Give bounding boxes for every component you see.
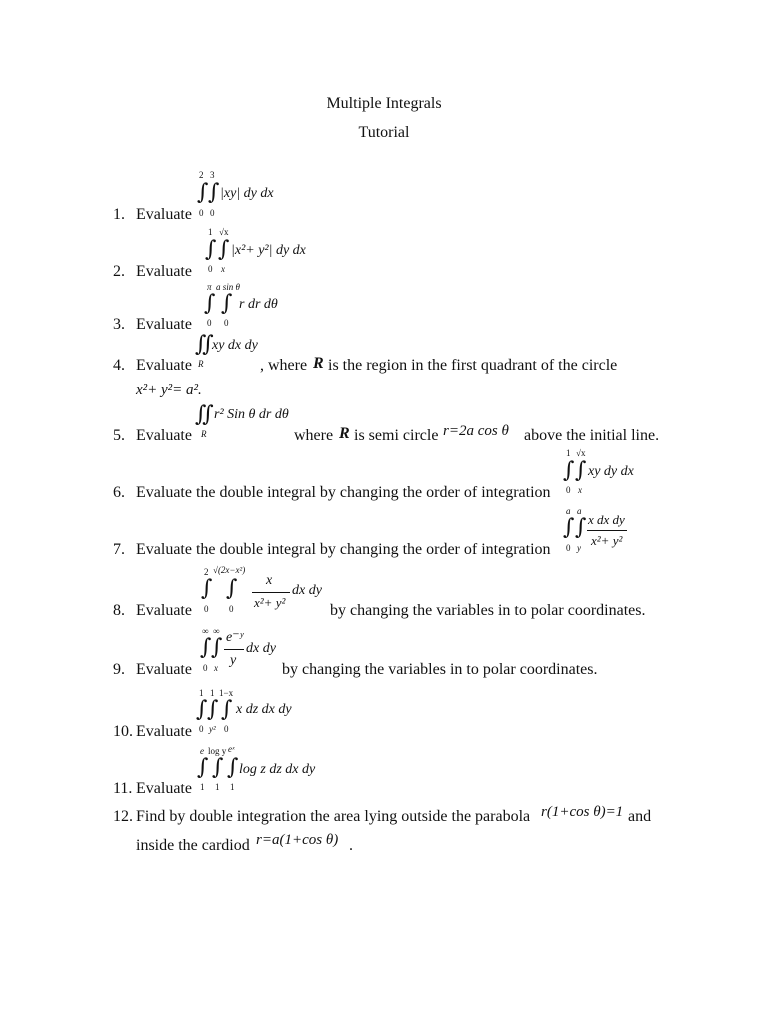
item-number-4: 4. xyxy=(113,357,125,374)
q5-where-text: where xyxy=(294,427,334,444)
fraction-line xyxy=(252,592,290,593)
integral-sign-icon: ∫ xyxy=(197,180,209,205)
item-number-12: 12. xyxy=(113,808,133,825)
item-number-7: 7. xyxy=(113,541,125,558)
fraction-line xyxy=(587,530,627,531)
q6-upper-1: 1 xyxy=(566,448,571,458)
q7-denominator: x²+ y² xyxy=(591,533,623,548)
q3-lower-1: 0 xyxy=(207,318,212,328)
page-title: Multiple Integrals xyxy=(326,95,442,112)
integral-sign-icon: ∫ xyxy=(205,237,217,262)
item-number-3: 3. xyxy=(113,316,125,333)
integral-sign-icon: ∫ xyxy=(218,237,230,262)
double-integral-icon: ∬ xyxy=(195,402,214,427)
q4-integrand: xy dx dy xyxy=(212,338,258,353)
q10-lower-1: 0 xyxy=(199,724,204,734)
q2-lower-2: x xyxy=(221,264,225,274)
q9-lower-1: 0 xyxy=(203,663,208,673)
item-number-10: 10. xyxy=(113,723,133,740)
q8-upper-1: 2 xyxy=(204,567,209,577)
q2-lower-1: 0 xyxy=(208,264,213,274)
q9-denominator: y xyxy=(230,653,237,668)
integral-sign-icon: ∫ xyxy=(575,458,587,483)
integral-sign-icon: ∫ xyxy=(221,697,233,722)
q3-upper-1: π xyxy=(207,282,212,292)
q10-integrand: x dz dx dy xyxy=(236,702,292,717)
q7-lower-2: y xyxy=(577,543,581,553)
q12-parabola-equation: r(1+cos θ)=1 xyxy=(541,804,624,820)
q10-lower-2: y² xyxy=(209,724,216,734)
q2-upper-2: √x xyxy=(219,227,229,237)
integral-sign-icon: ∫ xyxy=(204,291,216,316)
q7-text: Evaluate the double integral by changing the order of integration xyxy=(136,541,551,558)
integral-sign-icon: ∫ xyxy=(221,291,233,316)
q8-instruction: by changing the variables in to polar coordinates. xyxy=(330,602,646,619)
q9-instruction: by changing the variables in to polar coordinates. xyxy=(282,661,598,678)
q9-differentials: dx dy xyxy=(246,641,276,656)
q1-lower-2: 0 xyxy=(210,208,215,218)
q8-upper-2: √(2x−x²) xyxy=(213,565,246,575)
item-number-6: 6. xyxy=(113,484,125,501)
integral-sign-icon: ∫ xyxy=(211,635,223,660)
evaluate-label-1: Evaluate xyxy=(136,206,192,223)
q8-numerator: x xyxy=(266,573,273,588)
q9-numerator: e⁻ʸ xyxy=(226,630,244,645)
q6-upper-2: √x xyxy=(576,448,586,458)
fraction-line xyxy=(224,649,244,650)
item-number-9: 9. xyxy=(113,661,125,678)
q6-integrand: xy dy dx xyxy=(588,464,634,479)
q10-lower-3: 0 xyxy=(224,724,229,734)
integral-sign-icon: ∫ xyxy=(226,576,238,601)
evaluate-label-5: Evaluate xyxy=(136,427,192,444)
evaluate-label-3: Evaluate xyxy=(136,316,192,333)
q2-upper-1: 1 xyxy=(208,227,213,237)
item-number-8: 8. xyxy=(113,602,125,619)
q3-lower-2: 0 xyxy=(224,318,229,328)
integral-sign-icon: ∫ xyxy=(200,635,212,660)
q11-integrand: log z dz dx dy xyxy=(239,762,316,777)
q4-description: is the region in the first quadrant of the circle xyxy=(328,357,618,374)
q1-upper-1: 2 xyxy=(199,170,204,180)
evaluate-label-9: Evaluate xyxy=(136,661,192,678)
integral-sign-icon: ∫ xyxy=(197,755,209,780)
q1-upper-2: 3 xyxy=(210,170,215,180)
integral-sign-icon: ∫ xyxy=(207,697,219,722)
q10-upper-3: 1−x xyxy=(219,688,234,698)
q11-lower-3: 1 xyxy=(230,782,235,792)
q1-integrand: |xy| dy dx xyxy=(220,186,274,201)
q1-lower-1: 0 xyxy=(199,208,204,218)
q12-period: . xyxy=(349,837,353,854)
integral-sign-icon: ∫ xyxy=(563,515,575,540)
integral-sign-icon: ∫ xyxy=(563,458,575,483)
q3-integrand: r dr dθ xyxy=(239,297,278,312)
q7-lower-1: 0 xyxy=(566,543,571,553)
q7-numerator: x dx dy xyxy=(588,512,625,527)
q7-upper-1: a xyxy=(566,506,571,516)
q12-and-text: and xyxy=(628,808,652,825)
q8-lower-2: 0 xyxy=(229,604,234,614)
integral-sign-icon: ∫ xyxy=(201,576,213,601)
evaluate-label-4: Evaluate xyxy=(136,357,192,374)
q12-text-line1: Find by double integration the area lying outside the parabola xyxy=(136,808,531,825)
q8-lower-1: 0 xyxy=(204,604,209,614)
evaluate-label-2: Evaluate xyxy=(136,263,192,280)
q6-lower-1: 0 xyxy=(566,485,571,495)
q3-upper-2: a sin θ xyxy=(216,282,240,292)
q10-upper-2: 1 xyxy=(210,688,215,698)
integral-sign-icon: ∫ xyxy=(196,697,208,722)
q9-lower-2: x xyxy=(214,663,218,673)
q11-upper-2: log y xyxy=(208,746,227,756)
q6-text: Evaluate the double integral by changing the order of integration xyxy=(136,484,551,501)
q4-circle-equation: x²+ y²= a². xyxy=(136,382,202,398)
integral-sign-icon: ∫ xyxy=(575,515,587,540)
q11-upper-3: eˣ xyxy=(228,744,235,754)
q6-lower-2: x xyxy=(578,485,582,495)
q4-region-symbol: R xyxy=(313,355,324,372)
q5-description-end: above the initial line. xyxy=(524,427,660,444)
item-number-5: 5. xyxy=(113,427,125,444)
q10-upper-1: 1 xyxy=(199,688,204,698)
item-number-11: 11. xyxy=(113,780,133,797)
q11-lower-2: 1 xyxy=(215,782,220,792)
q4-region-label: R xyxy=(198,359,204,369)
q9-upper-2: ∞ xyxy=(213,626,220,636)
q9-upper-1: ∞ xyxy=(202,626,209,636)
evaluate-label-8: Evaluate xyxy=(136,602,192,619)
evaluate-label-11: Evaluate xyxy=(136,780,192,797)
q5-description: is semi circle xyxy=(354,427,439,444)
integral-sign-icon: ∫ xyxy=(208,180,220,205)
integral-sign-icon: ∫ xyxy=(227,755,239,780)
evaluate-label-10: Evaluate xyxy=(136,723,192,740)
q11-lower-1: 1 xyxy=(200,782,205,792)
page-subtitle: Tutorial xyxy=(358,124,410,141)
q5-integrand: r² Sin θ dr dθ xyxy=(214,407,289,422)
q5-semicircle-equation: r=2a cos θ xyxy=(443,423,509,439)
q2-integrand: |x²+ y²| dy dx xyxy=(231,243,306,258)
item-number-1: 1. xyxy=(113,206,125,223)
q12-cardioid-equation: r=a(1+cos θ) xyxy=(256,832,339,848)
q12-text-line2: inside the cardiod xyxy=(136,837,250,854)
double-integral-icon: ∬ xyxy=(195,332,214,357)
q11-upper-1: e xyxy=(200,746,204,756)
item-number-2: 2. xyxy=(113,263,125,280)
integral-sign-icon: ∫ xyxy=(212,755,224,780)
q7-upper-2: a xyxy=(577,506,582,516)
q5-region-label: R xyxy=(201,429,207,439)
q8-differentials: dx dy xyxy=(292,583,322,598)
q4-where-text: , where xyxy=(260,357,308,374)
q8-denominator: x²+ y² xyxy=(254,595,286,610)
q5-region-symbol: R xyxy=(339,425,350,442)
